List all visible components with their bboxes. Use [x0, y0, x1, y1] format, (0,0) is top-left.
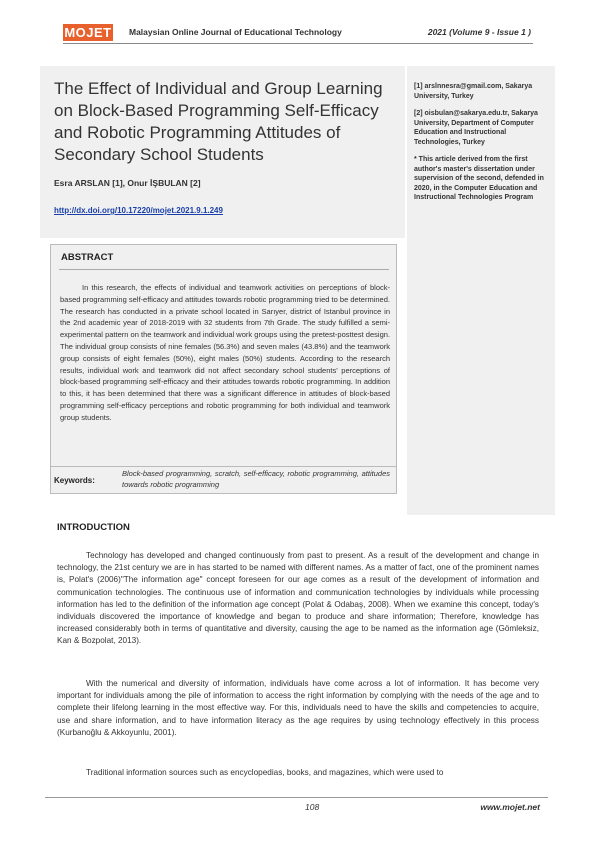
journal-logo: MOJET [64, 25, 112, 40]
abstract-text: In this research, the effects of individual and teamwork activities on perceptions of block-based programming self-efficacy and attitudes towards robotic programming tried to be determined. The research has conducted in a private school located in Sarıyer, district of Istanbul province in the 2nd academic year of 2018-2019 with 32 students from 7th Grade. The study fulfilled a semi-experimental pattern on the teamwork and individual work groups using the pretest-posttest design. The individual group consists of nine females (56.3%) and seven males (43.8%) and the teamwork group consists of eight females (50%), eight males (50%) students. According to the research results, individual work and teamwork did not affect secondary school students' perceptions of block-based programming self-efficacy and their attitudes towards robotic programming. In addition to this, it has been determined that there was a significant difference in attitudes of block-based programming self-efficacy perceptions and robotic programming for both individual and teamwork group students. [60, 283, 390, 422]
article-authors: Esra ARSLAN [1], Onur İŞBULAN [2] [54, 178, 201, 188]
abstract-heading: ABSTRACT [61, 252, 114, 263]
header-divider [63, 43, 533, 44]
abstract-box [50, 244, 397, 494]
affiliation-1: [1] arslnnesra@gmail.com, Sakarya University, Turkey [414, 83, 533, 100]
intro-paragraph-2: With the numerical and diversity of information, individuals have come across a lot of information. It has become very important for individuals among the pile of information to access the right information by complying with the needs of the age and to complete their lifelong learning in the most effective way. For this, individuals need to have the skills and competencies to acquire, use and share information, and to have information literacy as the age requires by using technology effectively in this process (Kurbanoğlu & Akkoyunlu, 2001). [57, 679, 539, 737]
abstract-divider [59, 269, 389, 270]
intro-paragraph-3: Traditional information sources such as encyclopedias, books, and magazines, which were used to [86, 768, 444, 777]
keywords-row [50, 466, 397, 494]
affiliation-2: [2] oisbulan@sakarya.edu.tr, Sakarya University, Department of Computer Education and Instructional Technologies, Turkey [414, 110, 538, 146]
article-title: The Effect of Individual and Group Learning on Block-Based Programming Self-Efficacy and Robotic Programming Attitudes of Secondary School Students [54, 79, 383, 164]
issue-info: 2021 (Volume 9 - Issue 1 ) [427, 27, 531, 37]
footer-divider [45, 797, 548, 798]
journal-website: www.mojet.net [480, 802, 540, 812]
keywords-label: Keywords: [54, 476, 95, 485]
journal-name: Malaysian Online Journal of Educational Technology [129, 27, 342, 37]
page-number: 108 [305, 802, 320, 812]
affiliation-sidebar [407, 66, 555, 238]
introduction-heading: INTRODUCTION [57, 522, 130, 533]
intro-paragraph-1: Technology has developed and changed continuously from past to present. As a result of the development and change in technology, the 21st century we are in has started to be named with different names. As a matter of fact, one of the prominent names is, Polat's (2006)"The information age" concept foreseen for our age comes as a result of the development of information and communication technologies. The continuous use of information and communication technologies by individuals while processing information has led to the definition of the information age concept (Polat & Odabaş, 2008). When we examine this concept, today's individuals discovered the importance of knowledge and began to produce and share information; Therefore, knowledge has increased considerably both in terms of quantitative and diversity, causing the age to be named as the information age (Gömleksiz, Kan & Bozpolat, 2013). [57, 551, 539, 646]
sidebar-background [407, 238, 555, 515]
dissertation-note: * This article derived from the first author's master's dissertation under supervision of the second, defended in 2020, in the Computer Education and Instructional Technologies Program [414, 156, 544, 201]
page-header [63, 22, 533, 46]
keywords-text: Block-based programming, scratch, self-efficacy, robotic programming, attitudes towards robotic programming [122, 469, 390, 489]
doi-link[interactable]: http://dx.doi.org/10.17220/mojet.2021.9.1.249 [54, 206, 223, 215]
title-block [40, 66, 405, 238]
